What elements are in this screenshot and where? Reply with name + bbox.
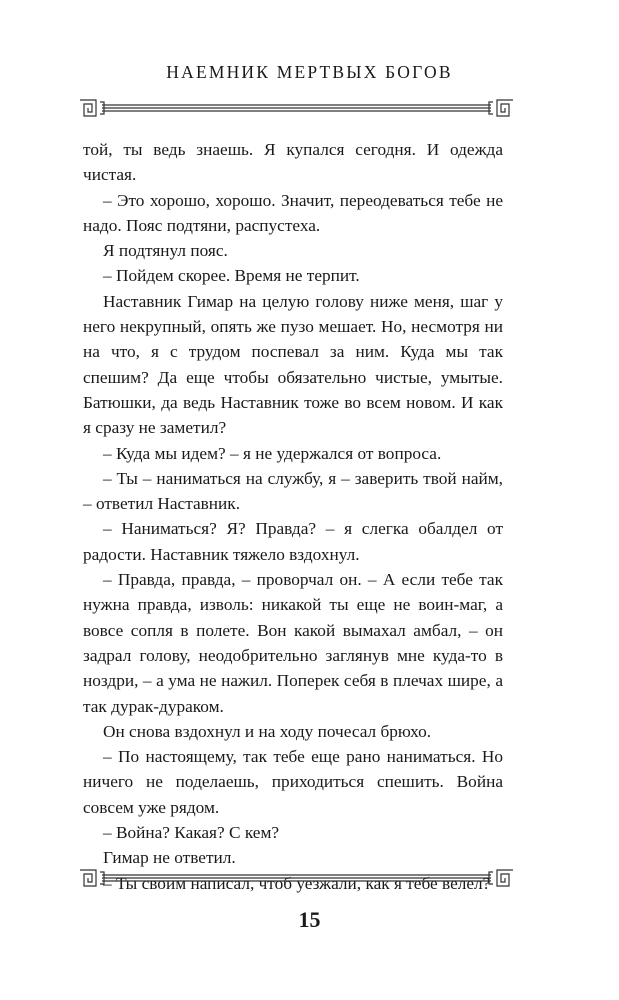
paragraph: Он снова вздохнул и на ходу почесал брюхо. [103,721,432,741]
paragraph: – Ты – наниматься на службу, я – заверить твой найм, – ответил Наставник. [83,468,503,514]
paragraph: – Ты своим написал, чтоб уезжали, как я тебе велел? [103,873,491,893]
paragraph: – Куда мы идем? – я не удержался от вопроса. [103,443,442,463]
paragraph: Я подтянул пояс. [103,241,228,261]
paragraph: – Правда, правда, – проворчал он. – А если тебе так нужна правда, изволь: никакой ты еще не воин-маг, а вовсе сопля в полете. Вон какой вымахал амбал, – он задрал голову, неодобрительно заглянув мне куда-то в ноздри, – а ума не нажил. Поперек себя в плечах шире, а так дурак-дураком. [83,570,503,716]
paragraph: Гимар не ответил. [103,848,236,868]
body-text [83,137,503,896]
running-header: НАЕМНИК МЕРТВЫХ БОГОВ [166,62,453,82]
paragraph: – Наниматься? Я? Правда? – я слегка обалдел от радости. Наставник тяжело вздохнул. [83,519,503,564]
page-number: 15 [298,907,321,932]
top-ornament-border [78,97,515,119]
paragraph: – Война? Какая? С кем? [103,823,280,843]
paragraph: той, ты ведь знаешь. Я купался сегодня. И одежда чистая. [83,140,503,185]
paragraph: Наставник Гимар на целую голову ниже меня, шаг у него некрупный, опять же пузо мешает. Но, несмотря ни на что, я с трудом поспевал за ним. Куда мы так спешим? Да еще чтобы обязательно чистые, умытые. Батюшки, да ведь Наставник тоже во всем новом. И как я сразу не заметил? [83,291,503,438]
paragraph: – Пойдем скорее. Время не терпит. [103,266,360,286]
bottom-ornament-border [78,867,515,889]
paragraph: – Это хорошо, хорошо. Значит, переодеваться тебе не надо. Пояс подтяни, распустеха. [83,190,503,235]
paragraph: – По настоящему, так тебе еще рано наниматься. Но ничего не поделаешь, приходиться спешить. Война совсем уже рядом. [83,747,503,817]
